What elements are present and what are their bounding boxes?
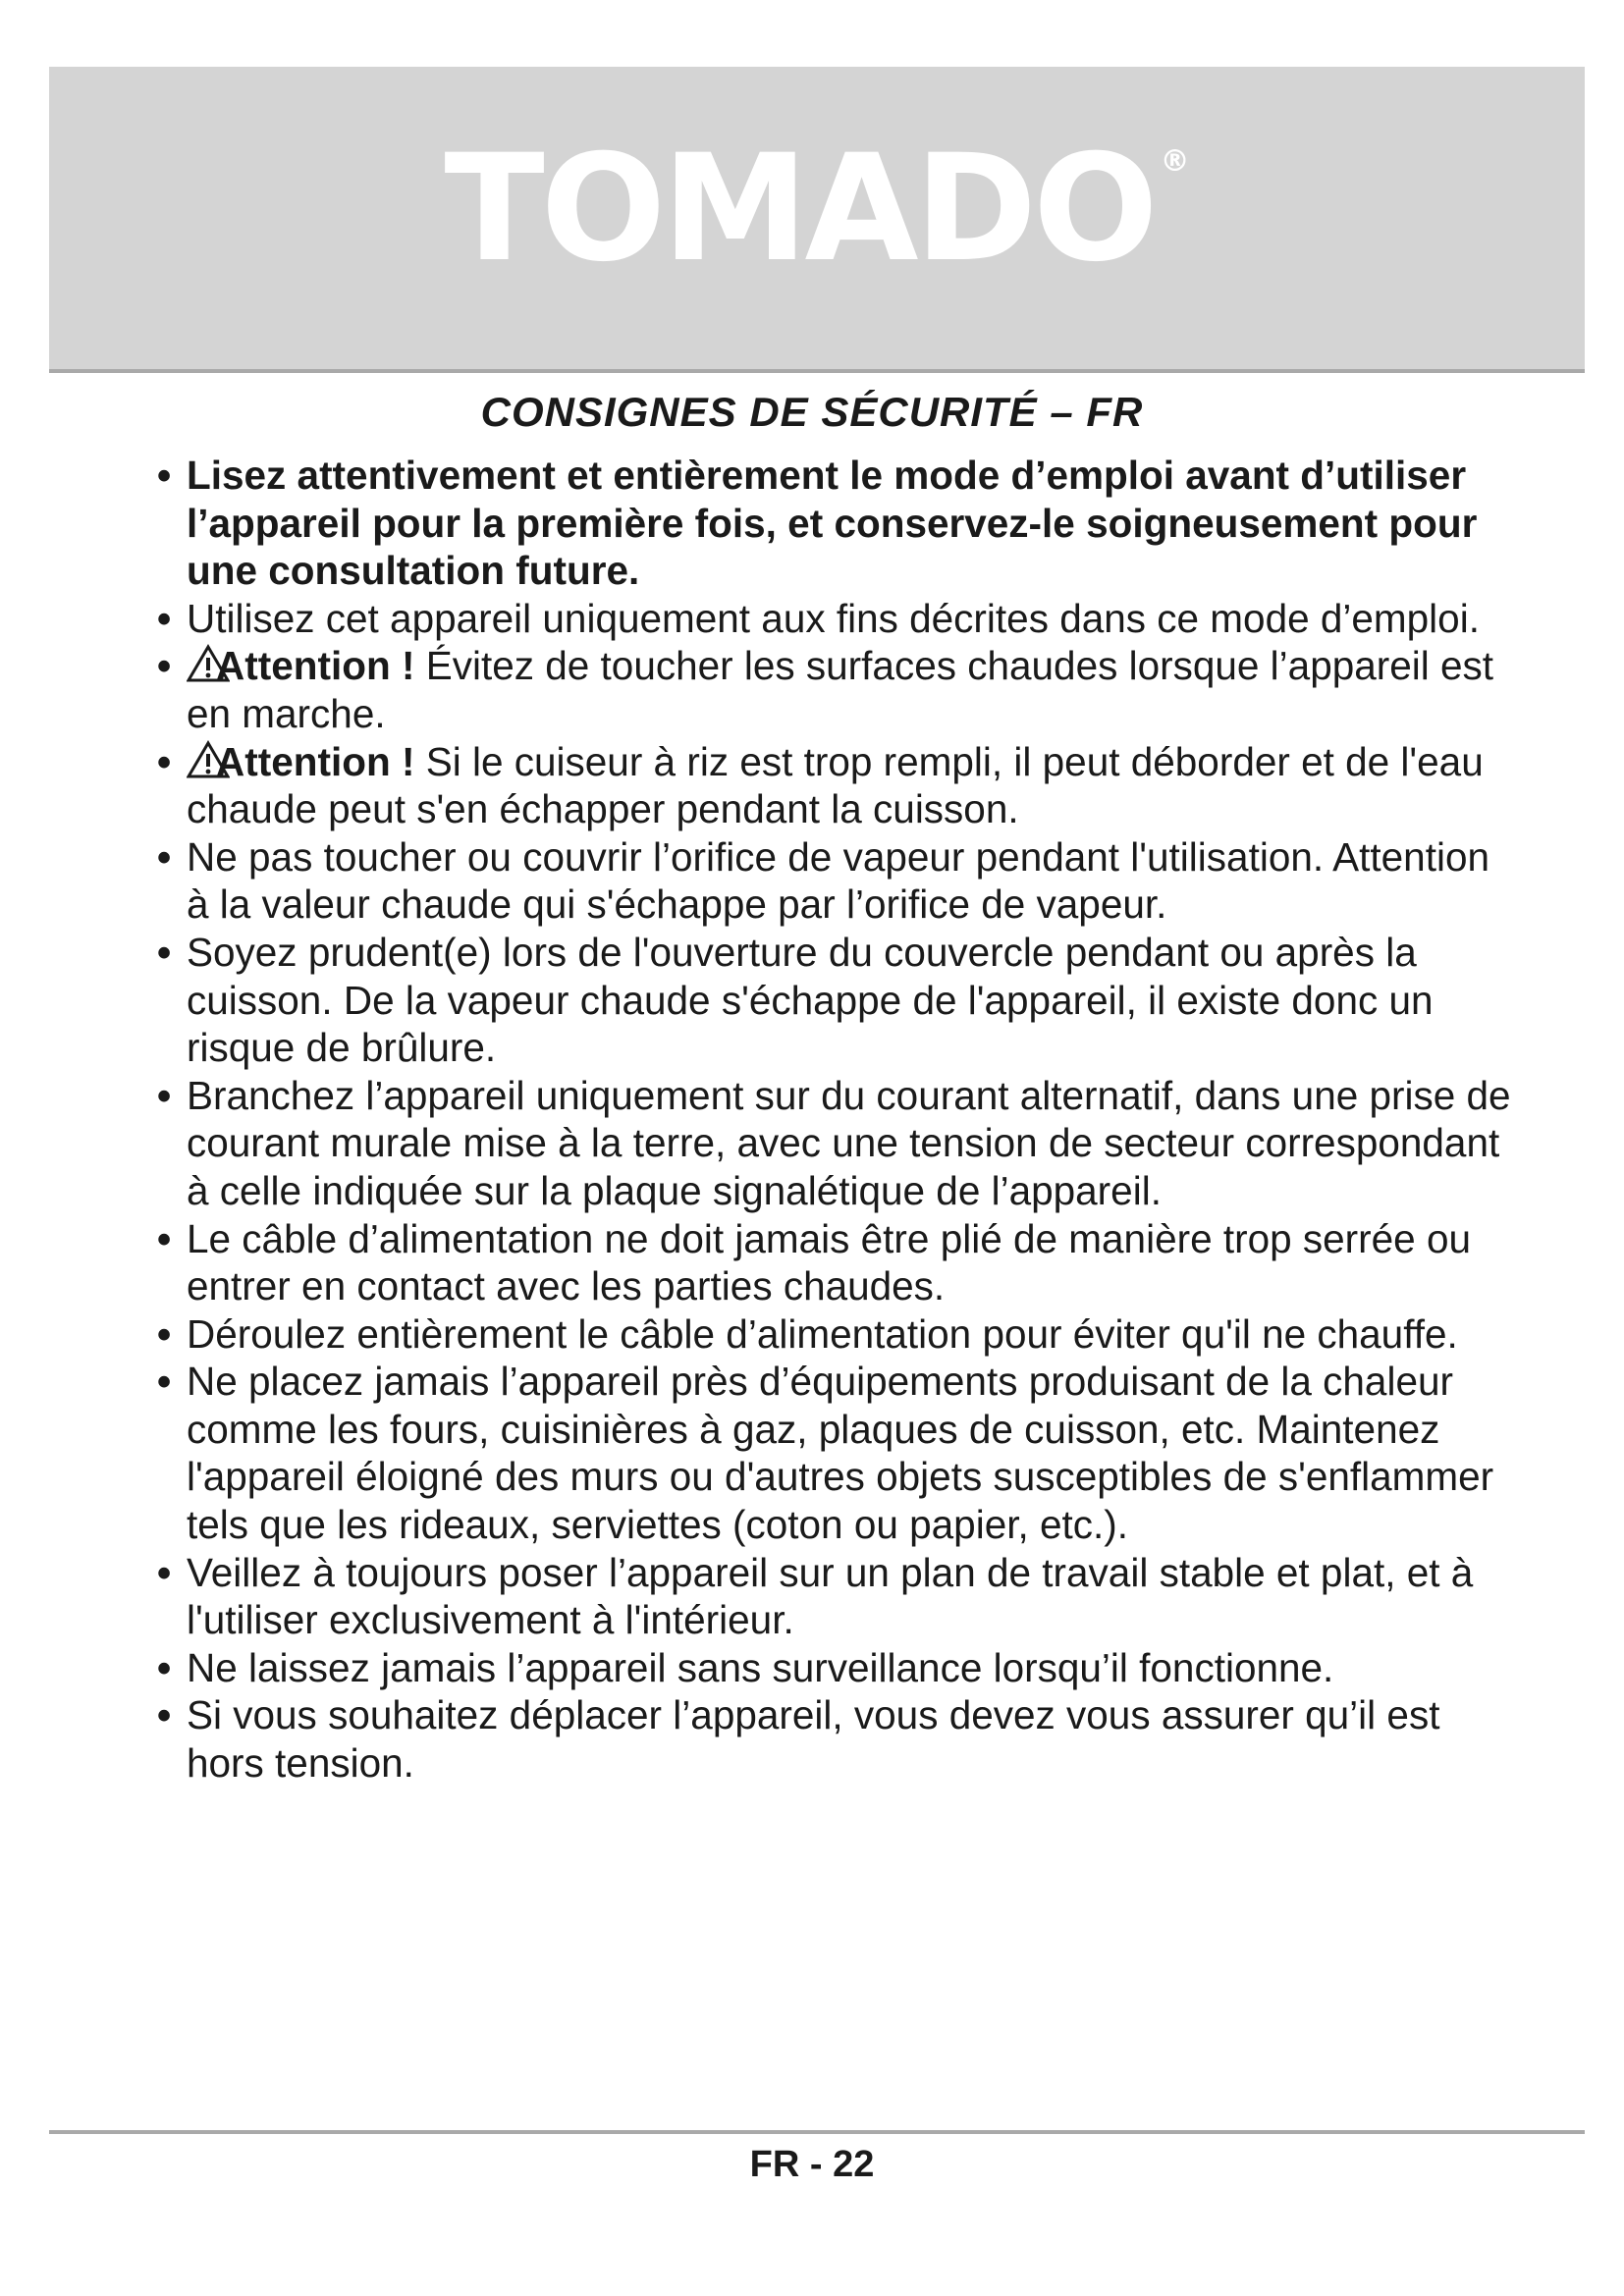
item-text: Utilisez cet appareil uniquement aux fins décrites dans ce mode d’emploi. <box>187 595 1480 641</box>
attention-label: Attention ! <box>216 738 415 784</box>
header-band <box>49 67 1585 373</box>
list-item <box>157 738 1512 833</box>
item-text: Déroulez entièrement le câble d’alimentation pour éviter qu'il ne chauffe. <box>187 1310 1458 1357</box>
list-item <box>157 1310 1512 1359</box>
safety-instructions-list <box>157 452 1512 1788</box>
list-item <box>157 833 1512 929</box>
item-text: Ne laissez jamais l’appareil sans surveillance lorsqu’il fonctionne. <box>187 1644 1334 1690</box>
list-item <box>157 595 1512 643</box>
item-text: Évitez de toucher les surfaces chaudes lorsque l’appareil est en marche. <box>187 643 1494 736</box>
registered-mark: ® <box>1160 144 1190 179</box>
page-number: FR - 22 <box>749 2144 875 2185</box>
brand-name: TOMADO <box>444 124 1155 294</box>
item-text: Ne pas toucher ou couvrir l’orifice de vapeur pendant l'utilisation. Attention à la valeur chaude qui s'échappe par l’orifice de vapeur. <box>187 833 1490 928</box>
list-item <box>157 1215 1512 1310</box>
list-item <box>157 929 1512 1072</box>
footer-divider <box>49 2130 1585 2134</box>
item-text: Veillez à toujours poser l’appareil sur un plan de travail stable et plat, et à l'utiliser exclusivement à l'intérieur. <box>187 1549 1474 1643</box>
item-text: Lisez attentivement et entièrement le mode d’emploi avant d’utiliser l’appareil pour la première fois, et conservez-le soigneusement pour une consultation future. <box>187 453 1478 594</box>
attention-label: Attention ! <box>216 643 415 689</box>
item-text: Branchez l’appareil uniquement sur du courant alternatif, dans une prise de courant murale mise à la terre, avec une tension de secteur correspondant à celle indiquée sur la plaque signalétique de l’appareil. <box>187 1072 1511 1213</box>
item-text: Si le cuiseur à riz est trop rempli, il peut déborder et de l'eau chaude peut s'en échapper pendant la cuisson. <box>187 738 1484 832</box>
list-item <box>157 452 1512 595</box>
list-item <box>157 1644 1512 1692</box>
item-text: Si vous souhaitez déplacer l’appareil, vous devez vous assurer qu’il est hors tension. <box>187 1692 1440 1787</box>
list-item <box>157 1358 1512 1548</box>
list-item <box>157 1549 1512 1644</box>
list-item <box>157 1691 1512 1787</box>
list-item <box>157 642 1512 737</box>
item-text: Le câble d’alimentation ne doit jamais être plié de manière trop serrée ou entrer en contact avec les parties chaudes. <box>187 1215 1472 1309</box>
item-text: Ne placez jamais l’appareil près d’équipements produisant de la chaleur comme les fours, cuisinières à gaz, plaques de cuisson, etc. Maintenez l'appareil éloigné des murs ou d'autres objets susceptibles de s'enflammer tels que les rideaux, serviettes (coton ou papier, etc.). <box>187 1359 1494 1548</box>
list-item <box>157 1072 1512 1215</box>
item-text: Soyez prudent(e) lors de l'ouverture du couvercle pendant ou après la cuisson. De la vapeur chaude s'échappe de l'appareil, il existe donc un risque de brûlure. <box>187 929 1434 1071</box>
brand-logo <box>49 124 1585 294</box>
section-title: CONSIGNES DE SÉCURITÉ – FR <box>480 389 1144 435</box>
